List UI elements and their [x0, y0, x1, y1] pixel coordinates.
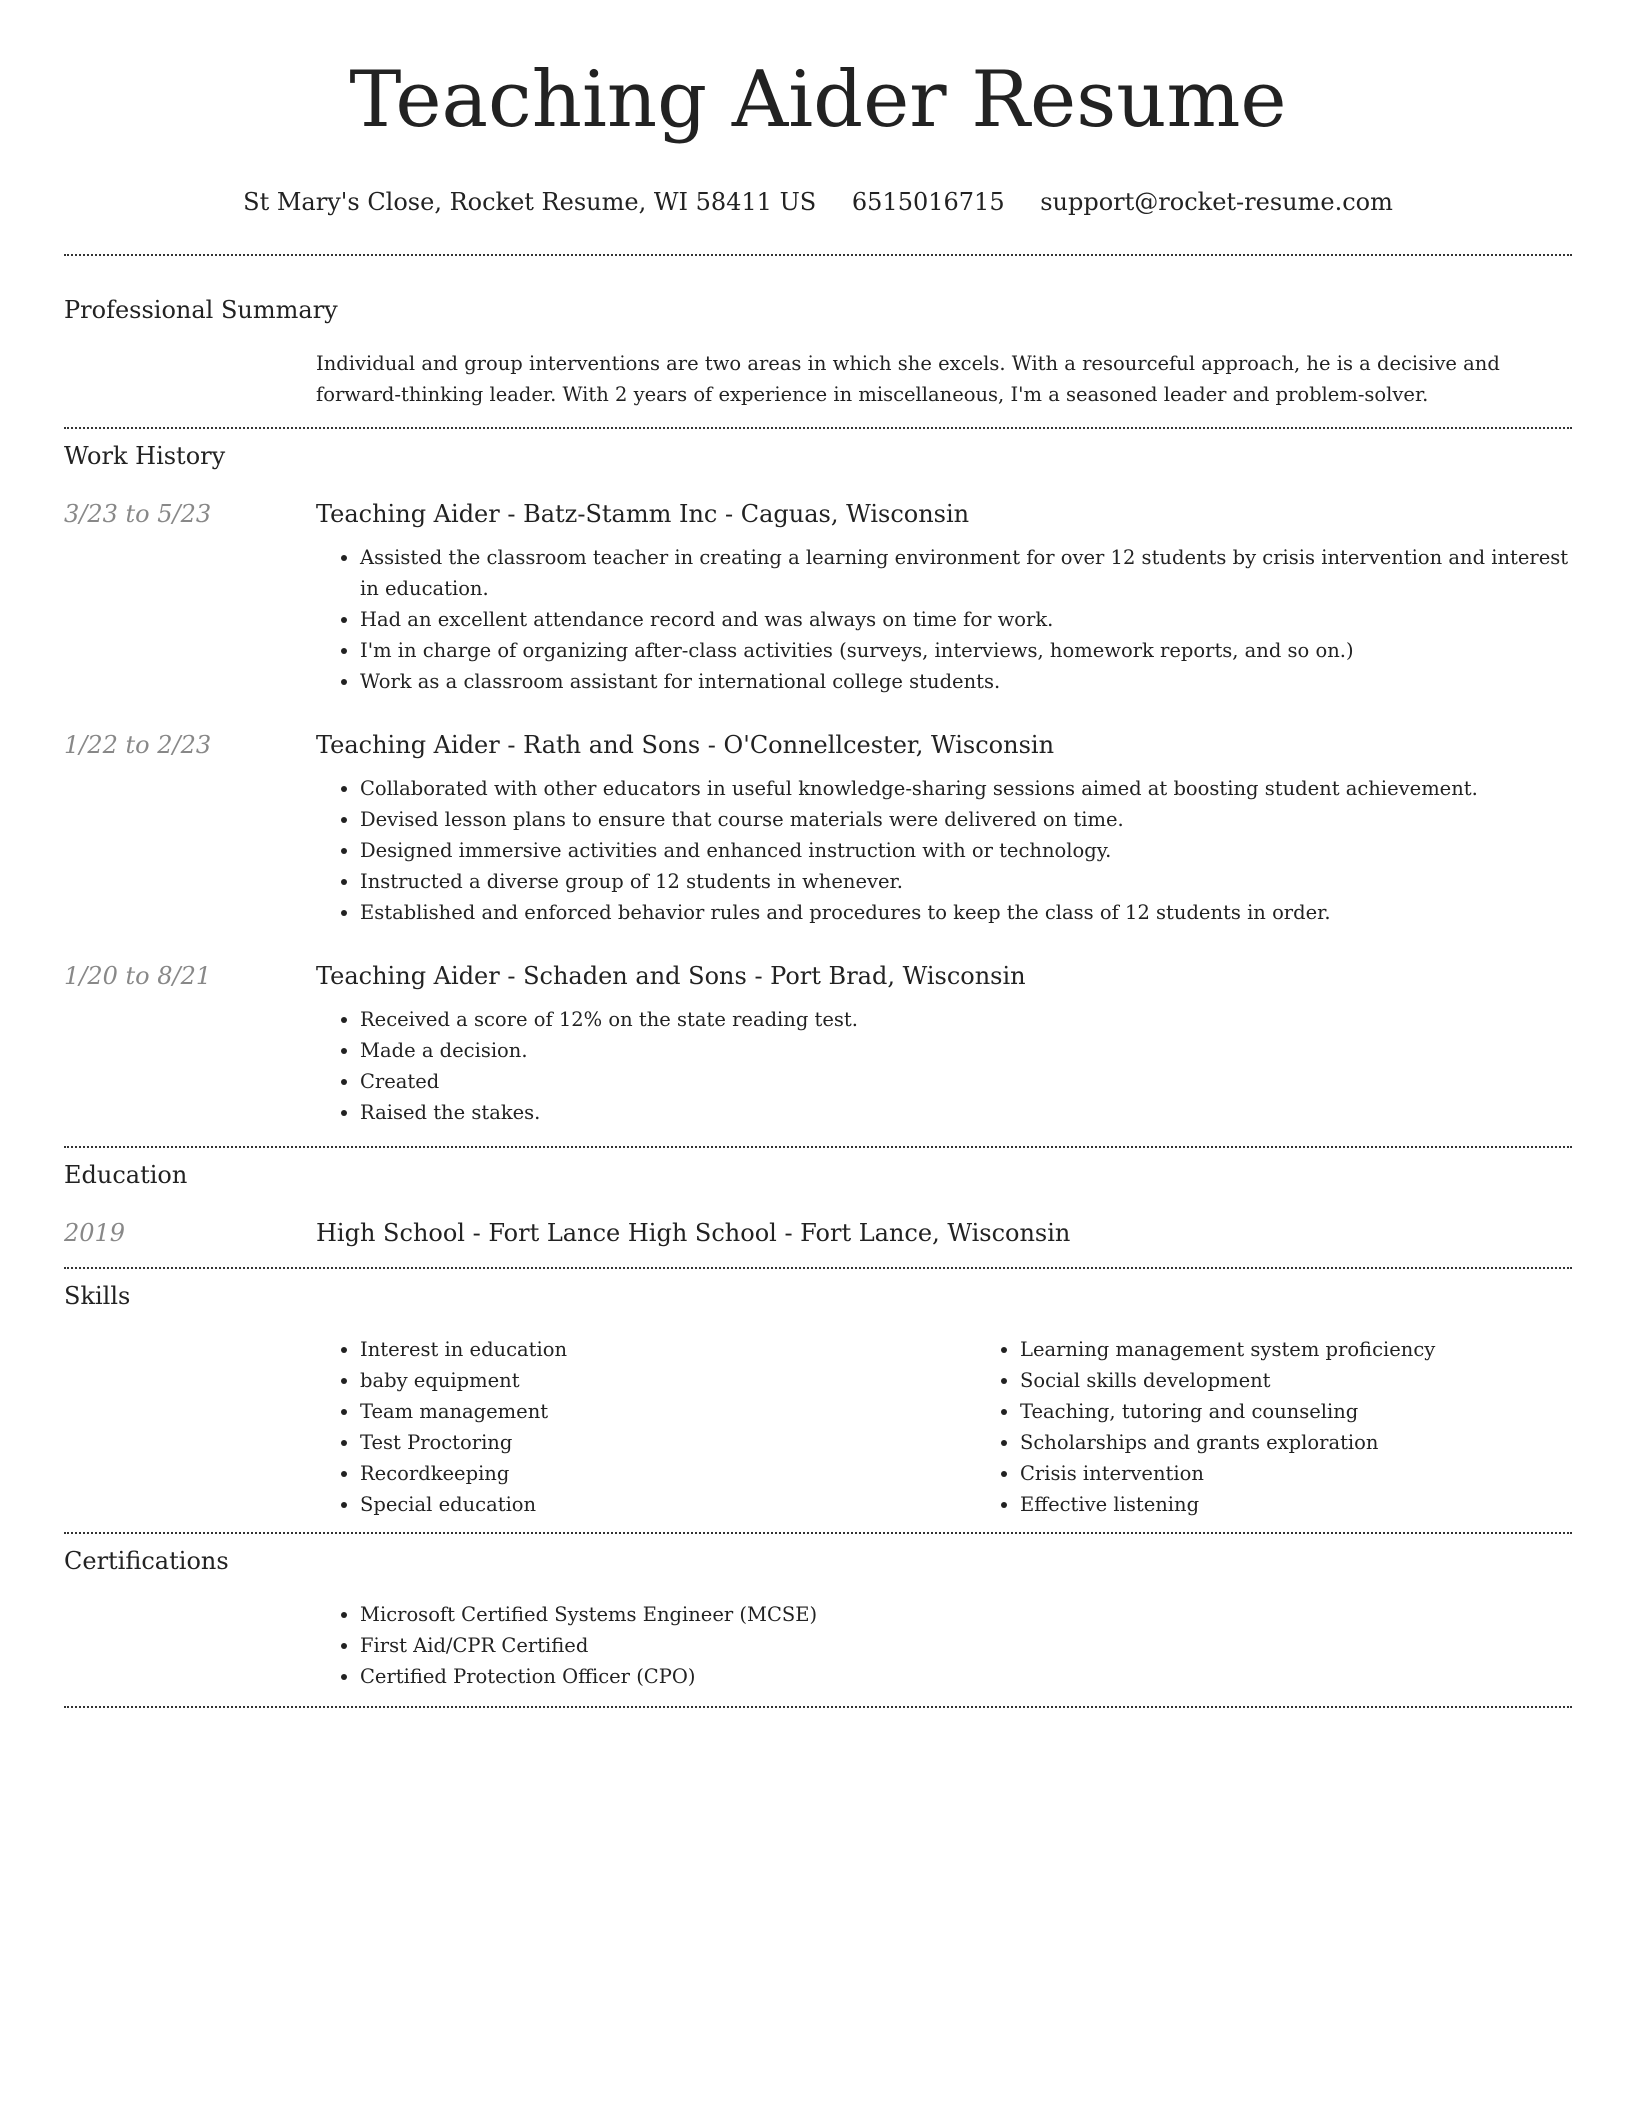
education-title: High School - Fort Lance High School - Fort Lance, Wisconsin — [316, 1219, 1071, 1247]
skills-section — [64, 1280, 1572, 1520]
job-entry — [64, 498, 1572, 697]
contact-line — [64, 186, 1572, 218]
list-item: • Made a decision. — [360, 1035, 1572, 1066]
list-item: • Microsoft Certified Systems Engineer (MCSE) — [360, 1599, 1572, 1630]
list-item: • Certified Protection Officer (CPO) — [360, 1661, 1572, 1692]
divider — [64, 1267, 1572, 1269]
job-bullets — [316, 1004, 1572, 1128]
summary-section — [64, 294, 1572, 410]
divider — [64, 254, 1572, 256]
list-item: • Test Proctoring — [360, 1427, 976, 1458]
contact-phone: 6515016715 — [851, 188, 1005, 216]
contact-email: support@rocket-resume.com — [1040, 188, 1393, 216]
job-dates: 1/22 to 2/23 — [64, 731, 212, 759]
resume-title: Teaching Aider Resume — [349, 55, 1287, 145]
education-year: 2019 — [64, 1219, 126, 1247]
divider — [64, 1532, 1572, 1534]
list-item: • Designed immersive activities and enhanced instruction with or technology. — [360, 835, 1572, 866]
work-history-section — [64, 440, 1572, 1128]
job-title: Teaching Aider - Schaden and Sons - Port Brad, Wisconsin — [316, 962, 1026, 990]
divider — [64, 427, 1572, 429]
divider — [64, 1146, 1572, 1148]
section-title-certifications: Certifications — [64, 1547, 229, 1575]
certifications-list — [316, 1599, 1572, 1692]
list-item: • Assisted the classroom teacher in creating a learning environment for over 12 students by crisis intervention and interest in education. — [360, 542, 1572, 604]
list-item: • Effective listening — [1020, 1489, 1632, 1520]
contact-address: St Mary's Close, Rocket Resume, WI 58411 US — [243, 188, 817, 216]
list-item: • Special education — [360, 1489, 976, 1520]
job-dates: 1/20 to 8/21 — [64, 962, 212, 990]
list-item: • I'm in charge of organizing after-class activities (surveys, interviews, homework reports, and so on.) — [360, 635, 1572, 666]
certifications-section — [64, 1545, 1572, 1692]
job-bullets — [316, 542, 1572, 697]
section-title-summary: Professional Summary — [64, 296, 338, 324]
section-title-skills: Skills — [64, 1282, 131, 1310]
list-item: • Had an excellent attendance record and was always on time for work. — [360, 604, 1572, 635]
list-item: • Crisis intervention — [1020, 1458, 1632, 1489]
list-item: • Scholarships and grants exploration — [1020, 1427, 1632, 1458]
list-item: • Raised the stakes. — [360, 1097, 1572, 1128]
list-item: • Teaching, tutoring and counseling — [1020, 1396, 1632, 1427]
list-item: • Established and enforced behavior rules and procedures to keep the class of 12 students in order. — [360, 897, 1572, 928]
summary-text: Individual and group interventions are two areas in which she excels. With a resourceful approach, he is a decisive and forward-thinking leader. With 2 years of experience in miscellaneous, I'm a seasoned leader and problem-solver. — [316, 352, 1500, 406]
section-title-work-history: Work History — [64, 442, 226, 470]
job-title: Teaching Aider - Batz-Stamm Inc - Caguas, Wisconsin — [316, 500, 970, 528]
education-section — [64, 1159, 1572, 1249]
skills-list-right — [976, 1334, 1632, 1520]
divider — [64, 1706, 1572, 1708]
list-item: • Interest in education — [360, 1334, 976, 1365]
job-bullets — [316, 773, 1572, 928]
job-entry — [64, 960, 1572, 1128]
list-item: • Work as a classroom assistant for international college students. — [360, 666, 1572, 697]
list-item: • Team management — [360, 1396, 976, 1427]
list-item: • baby equipment — [360, 1365, 976, 1396]
list-item: • Collaborated with other educators in useful knowledge-sharing sessions aimed at boosting student achievement. — [360, 773, 1572, 804]
job-entry — [64, 729, 1572, 928]
list-item: • Learning management system proficiency — [1020, 1334, 1632, 1365]
section-title-education: Education — [64, 1161, 188, 1189]
list-item: • Created — [360, 1066, 1572, 1097]
skills-columns — [316, 1334, 1572, 1520]
list-item: • Devised lesson plans to ensure that course materials were delivered on time. — [360, 804, 1572, 835]
list-item: • Recordkeeping — [360, 1458, 976, 1489]
skills-list-left — [316, 1334, 976, 1520]
resume-page — [64, 0, 1572, 1708]
education-entry — [64, 1217, 1572, 1249]
list-item: • First Aid/CPR Certified — [360, 1630, 1572, 1661]
list-item: • Instructed a diverse group of 12 students in whenever. — [360, 866, 1572, 897]
job-dates: 3/23 to 5/23 — [64, 500, 212, 528]
job-title: Teaching Aider - Rath and Sons - O'Connellcester, Wisconsin — [316, 731, 1055, 759]
list-item: • Social skills development — [1020, 1365, 1632, 1396]
list-item: • Received a score of 12% on the state reading test. — [360, 1004, 1572, 1035]
